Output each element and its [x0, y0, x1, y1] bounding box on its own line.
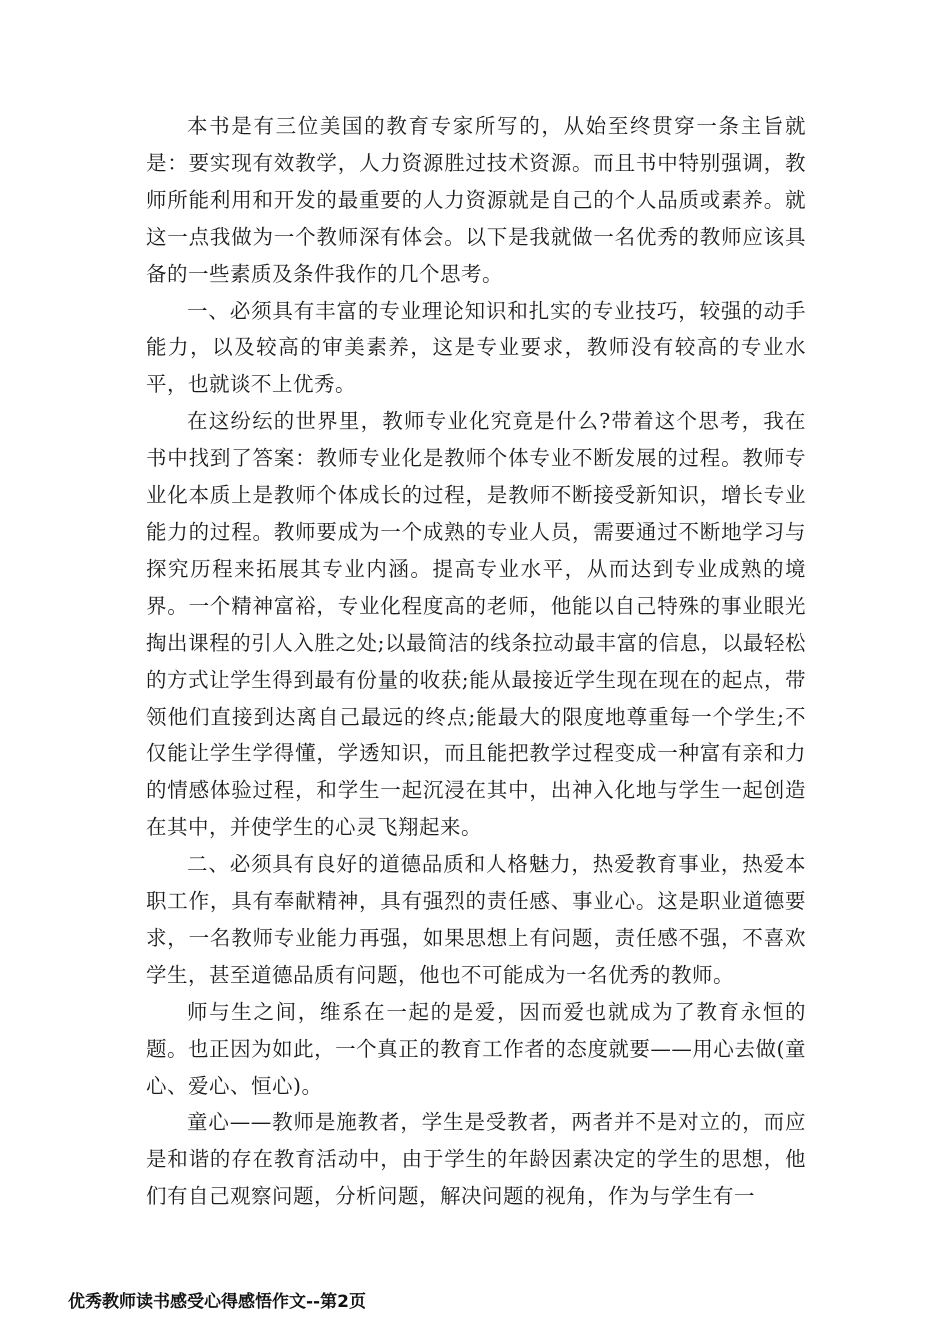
paragraph-point-one: 一、必须具有丰富的专业理论知识和扎实的专业技巧，较强的动手能力，以及较高的审美素养，这是专业要求，教师没有较高的专业水平，也就谈不上优秀。 — [146, 298, 806, 397]
paragraph-point-two: 二、必须具有良好的道德品质和人格魅力，热爱教育事业，热爱本职工作，具有奉献精神，具有强烈的责任感、事业心。这是职业道德要求，一名教师专业能力再强，如果思想上有问题，责任感不强，不喜欢学生，甚至道德品质有问题，他也不可能成为一名优秀的教师。 — [146, 852, 806, 987]
paragraph-intro: 本书是有三位美国的教育专家所写的，从始至终贯穿一条主旨就是：要实现有效教学，人力资源胜过技术资源。而且书中特别强调，教师所能利用和开发的最重要的人力资源就是自己的个人品质或素养。就这一点我做为一个教师深有体会。以下是我就做一名优秀的教师应该具备的一些素质及条件我作的几个思考。 — [146, 114, 806, 286]
body-text — [146, 108, 806, 1215]
paragraph-professionalization: 在这纷纭的世界里，教师专业化究竟是什么?带着这个思考，我在书中找到了答案：教师专业化是教师个体专业不断发展的过程。教师专业化本质上是教师个体成长的过程，是教师不断接受新知识，增长专业能力的过程。教师要成为一个成熟的专业人员，需要通过不断地学习与探究历程来拓展其专业内涵。提高专业水平，从而达到专业成熟的境界。一个精神富裕，专业化程度高的老师，他能以自己特殊的事业眼光掏出课程的引人入胜之处;以最简洁的线条拉动最丰富的信息，以最轻松的方式让学生得到最有份量的收获;能从最接近学生现在现在的起点，带领他们直接到达离自己最远的终点;能最大的限度地尊重每一个学生;不仅能让学生学得懂，学透知识，而且能把教学过程变成一种富有亲和力的情感体验过程，和学生一起沉浸在其中，出神入化地与学生一起创造在其中，并使学生的心灵飞翔起来。 — [146, 409, 806, 840]
paragraph-teacher-student-love: 师与生之间，维系在一起的是爱，因而爱也就成为了教育永恒的题。也正因为如此，一个真正的教育工作者的态度就要——用心去做(童心、爱心、恒心)。 — [146, 999, 806, 1098]
paragraph-childlike-heart: 童心——教师是施教者，学生是受教者，两者并不是对立的，而应是和谐的存在教育活动中，由于学生的年龄因素决定的学生的思想，他们有自己观察问题，分析问题，解决问题的视角，作为与学生有一 — [146, 1110, 806, 1209]
page-footer: 优秀教师读书感受心得感悟作文--第2页 — [68, 1292, 366, 1312]
